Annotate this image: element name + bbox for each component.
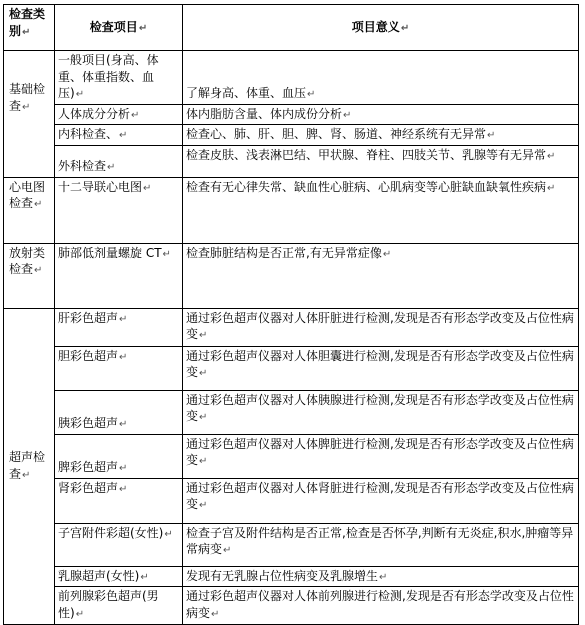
table-row	[4, 566, 579, 587]
category-cell: 放射类检查↵	[4, 243, 55, 308]
table-row	[4, 478, 579, 523]
table-row	[4, 51, 579, 105]
table-row	[4, 125, 579, 146]
item-cell: 十二导联心电图↵	[55, 177, 183, 243]
table-row	[4, 177, 579, 243]
item-cell: 子宫附件彩超(女性)↵	[55, 523, 183, 566]
table-row	[4, 523, 579, 566]
meaning-cell: 检查肺脏结构是否正常,有无异常症像↵	[183, 243, 579, 308]
table-row	[4, 390, 579, 434]
item-cell: 肝彩色超声↵	[55, 308, 183, 346]
exam-table	[3, 4, 579, 625]
meaning-cell: 体内脂肪含量、体内成份分析↵	[183, 104, 579, 125]
table-row	[4, 346, 579, 390]
table-row	[4, 434, 579, 478]
meaning-cell: 通过彩色超声仪器对人体胆囊进行检测,发现是否有形态学改变及占位性病变↵	[183, 346, 579, 390]
item-cell: 肾彩色超声↵	[55, 478, 183, 523]
meaning-cell: 通过彩色超声仪器对人体肾脏进行检测,发现是否有形态学改变及占位性病变↵	[183, 478, 579, 523]
meaning-cell: 了解身高、体重、血压↵	[183, 51, 579, 105]
item-cell: 一般项目(身高、体重、体重指数、血压)↵	[55, 51, 183, 105]
item-cell: 胰彩色超声↵	[55, 390, 183, 434]
meaning-cell: 通过彩色超声仪器对人体肝脏进行检测,发现是否有形态学改变及占位性病变↵	[183, 308, 579, 346]
table-row	[4, 145, 579, 177]
meaning-cell: 检查心、肺、肝、胆、脾、肾、肠道、神经系统有无异常↵	[183, 125, 579, 146]
category-cell: 超声检查↵	[4, 308, 55, 625]
category-cell: 基础检查↵	[4, 51, 55, 178]
meaning-cell: 通过彩色超声仪器对人体胰腺进行检测,发现是否有形态学改变及占位性病变↵	[183, 390, 579, 434]
item-cell: 胆彩色超声↵	[55, 346, 183, 390]
header-category: 检查类别↵	[4, 5, 55, 51]
header-item: 检查项目↵	[55, 5, 183, 51]
header-row	[4, 5, 579, 51]
item-cell: 外科检查↵	[55, 145, 183, 177]
item-cell: 前列腺彩色超声(男性)↵	[55, 587, 183, 625]
item-cell: 人体成分分析↵	[55, 104, 183, 125]
item-cell: 乳腺超声(女性)↵	[55, 566, 183, 587]
meaning-cell: 通过彩色超声仪器对人体脾脏进行检测,发现是否有形态学改变及占位性病变↵	[183, 434, 579, 478]
meaning-cell: 检查有无心律失常、缺血性心脏病、心肌病变等心脏缺血缺氧性疾病↵	[183, 177, 579, 243]
item-cell: 内科检查、↵	[55, 125, 183, 146]
category-cell: 心电图检查↵	[4, 177, 55, 243]
table-row	[4, 243, 579, 308]
table-row	[4, 104, 579, 125]
header-meaning: 项目意义↵	[183, 5, 579, 51]
meaning-cell: 通过彩色超声仪器对人体前列腺进行检测,发现是否有形态学改变及占位性病变↵	[183, 587, 579, 625]
meaning-cell: 检查子宫及附件结构是否正常,检查是否怀孕,判断有无炎症,积水,肿瘤等异常病变↵	[183, 523, 579, 566]
table-row	[4, 308, 579, 346]
meaning-cell: 发现有无乳腺占位性病变及乳腺增生↵	[183, 566, 579, 587]
item-cell: 肺部低剂量螺旋 CT↵	[55, 243, 183, 308]
item-cell: 脾彩色超声↵	[55, 434, 183, 478]
meaning-cell: 检查皮肤、浅表淋巴结、甲状腺、脊柱、四肢关节、乳腺等有无异常↵	[183, 145, 579, 177]
